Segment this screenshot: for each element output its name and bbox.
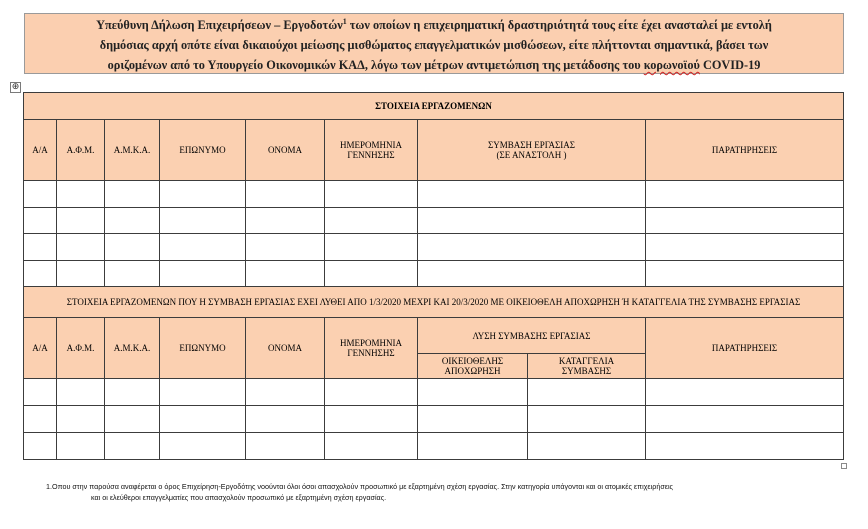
table-cell[interactable] [160, 208, 246, 234]
table-cell[interactable] [160, 406, 246, 433]
table-cell[interactable] [325, 379, 418, 406]
table-cell[interactable] [418, 406, 528, 433]
table-cell[interactable] [105, 181, 160, 208]
spellcheck-word: κορωνοϊού [643, 58, 700, 72]
table-cell[interactable] [418, 379, 528, 406]
table-cell[interactable] [646, 234, 844, 261]
table-cell[interactable] [325, 181, 418, 208]
table-cell[interactable] [24, 181, 57, 208]
table-move-handle-icon[interactable]: ⊕ [11, 82, 20, 92]
col-eponymo: ΕΠΩΝΥΜΟ [160, 318, 246, 379]
table-cell[interactable] [57, 261, 105, 287]
col-aa: Α/Α [24, 120, 57, 181]
col-birth-date: ΗΜΕΡΟΜΗΝΙΑ ΓΕΝΝΗΣΗΣ [325, 120, 418, 181]
col-afm: Α.Φ.Μ. [57, 120, 105, 181]
table-cell[interactable] [646, 261, 844, 287]
col-onoma: ΟΝΟΜΑ [246, 318, 325, 379]
table-cell[interactable] [160, 433, 246, 460]
section1-title: ΣΤΟΙΧΕΙΑ ΕΡΓΑΖΟΜΕΝΩΝ [24, 93, 844, 120]
table-row[interactable] [24, 261, 844, 287]
col-notes: ΠΑΡΑΤΗΡΗΣΕΙΣ [646, 120, 844, 181]
table-row[interactable] [24, 406, 844, 433]
table-cell[interactable] [418, 181, 646, 208]
table-cell[interactable] [24, 379, 57, 406]
table-cell[interactable] [105, 261, 160, 287]
table-cell[interactable] [160, 379, 246, 406]
table-cell[interactable] [105, 433, 160, 460]
title-line-2: δημόσιας αρχή οπότε είναι δικαιούχοι μείωσης μισθώματος επαγγελματικών μισθώσεων, είτε πλήττονται σημαντικά, βάσει των [99, 38, 769, 52]
table-cell[interactable] [325, 234, 418, 261]
table-cell[interactable] [24, 208, 57, 234]
table-cell[interactable] [325, 261, 418, 287]
table-cell[interactable] [528, 406, 646, 433]
section2-title: ΣΤΟΙΧΕΙΑ ΕΡΓΑΖΟΜΕΝΩΝ ΠΟΥ Η ΣΥΜΒΑΣΗ ΕΡΓΑΣΙΑΣ ΕΧΕΙ ΛΥΘΕΙ ΑΠΟ 1/3/2020 ΜΕΧΡΙ ΚΑΙ 20/3/2020 ΜΕ ΟΙΚΕΙΟΘΕΛΗ ΑΠΟΧΩΡΗΣΗ Ή ΚΑΤΑΓΓΕΛΙΑ ΤΗΣ ΣΥΜΒΑΣΗΣ ΕΡΓΑΣΙΑΣ [24, 287, 844, 318]
table-cell[interactable] [24, 261, 57, 287]
table-cell[interactable] [57, 208, 105, 234]
table-cell[interactable] [246, 208, 325, 234]
col-amka: Α.Μ.Κ.Α. [105, 120, 160, 181]
col-amka: Α.Μ.Κ.Α. [105, 318, 160, 379]
table-cell[interactable] [246, 406, 325, 433]
table-cell[interactable] [246, 379, 325, 406]
table-cell[interactable] [418, 261, 646, 287]
table-cell[interactable] [246, 234, 325, 261]
col-contract-suspended: ΣΥΜΒΑΣΗ ΕΡΓΑΣΙΑΣ (ΣΕ ΑΝΑΣΤΟΛΗ ) [418, 120, 646, 181]
col-voluntary-resignation: ΟΙΚΕΙΟΘΕΛΗΣ ΑΠΟΧΩΡΗΣΗ [418, 354, 528, 379]
table-cell[interactable] [246, 433, 325, 460]
table-row[interactable] [24, 181, 844, 208]
table-cell[interactable] [646, 181, 844, 208]
table-cell[interactable] [57, 234, 105, 261]
table-row[interactable] [24, 208, 844, 234]
table-cell[interactable] [57, 433, 105, 460]
title-line-1: Υπεύθυνη Δήλωση Επιχειρήσεων – Εργοδοτών$^1$ των οποίων η επιχειρηματική δραστηριότητά τους είτε έχει ανασταλεί με εντολή [96, 16, 772, 32]
table-cell[interactable] [418, 234, 646, 261]
table-cell[interactable] [105, 379, 160, 406]
table-cell[interactable] [24, 234, 57, 261]
section1-header-row [24, 120, 844, 181]
table-cell[interactable] [24, 433, 57, 460]
table-resize-handle[interactable] [841, 463, 847, 469]
col-birth-date: ΗΜΕΡΟΜΗΝΙΑ ΓΕΝΝΗΣΗΣ [325, 318, 418, 379]
title-line-3: οριζομένων από το Υπουργείο Οικονομικών ΚΑΔ, λόγω των μέτρων αντιμετώπιση της μετάδοσης του κορωνοϊού COVID-19 [107, 58, 761, 72]
table-row[interactable] [24, 433, 844, 460]
table-cell[interactable] [105, 406, 160, 433]
table-cell[interactable] [325, 208, 418, 234]
col-notes: ΠΑΡΑΤΗΡΗΣΕΙΣ [646, 318, 844, 379]
footnote-line-1: 1.Οπου στην παρούσα αναφέρεται ο όρος Επιχείρηση-Εργοδότης νοούνται όλοι όσοι απασχολούν προσωπικό με εξαρτημένη σχέση εργασίας. Στην κατηγορία υπάγονται και οι ατομικές επιχειρήσεις [46, 482, 674, 491]
table-cell[interactable] [528, 379, 646, 406]
table-cell[interactable] [160, 234, 246, 261]
footnote-line-2: και οι ελεύθεροι επαγγελματίες που απασχολούν προσωπικό με εξαρτημένη σχέση εργασίας. [91, 493, 387, 502]
footnote-ref: 1 [342, 16, 347, 26]
col-afm: Α.Φ.Μ. [57, 318, 105, 379]
table-cell[interactable] [246, 261, 325, 287]
section2-header-row [24, 318, 844, 354]
table-cell[interactable] [325, 433, 418, 460]
table-cell[interactable] [418, 433, 528, 460]
table-cell[interactable] [646, 379, 844, 406]
declaration-title-box [24, 13, 844, 74]
col-contract-dismissal: ΚΑΤΑΓΓΕΛΙΑ ΣΥΜΒΑΣΗΣ [528, 354, 646, 379]
table-cell[interactable] [57, 379, 105, 406]
table-row[interactable] [24, 379, 844, 406]
table-cell[interactable] [57, 406, 105, 433]
table-cell[interactable] [528, 433, 646, 460]
table-cell[interactable] [105, 208, 160, 234]
col-eponymo: ΕΠΩΝΥΜΟ [160, 120, 246, 181]
table-cell[interactable] [646, 406, 844, 433]
table-cell[interactable] [418, 208, 646, 234]
table-cell[interactable] [646, 433, 844, 460]
table-row[interactable] [24, 234, 844, 261]
table-cell[interactable] [325, 406, 418, 433]
table-cell[interactable] [105, 234, 160, 261]
col-aa: Α/Α [24, 318, 57, 379]
table-cell[interactable] [160, 181, 246, 208]
table-cell[interactable] [246, 181, 325, 208]
employees-table [23, 92, 844, 460]
table-cell[interactable] [160, 261, 246, 287]
table-cell[interactable] [646, 208, 844, 234]
col-contract-termination: ΛΥΣΗ ΣΥΜΒΑΣΗΣ ΕΡΓΑΣΙΑΣ [418, 318, 646, 354]
table-cell[interactable] [24, 406, 57, 433]
footnote [46, 481, 856, 503]
col-onoma: ΟΝΟΜΑ [246, 120, 325, 181]
table-cell[interactable] [57, 181, 105, 208]
